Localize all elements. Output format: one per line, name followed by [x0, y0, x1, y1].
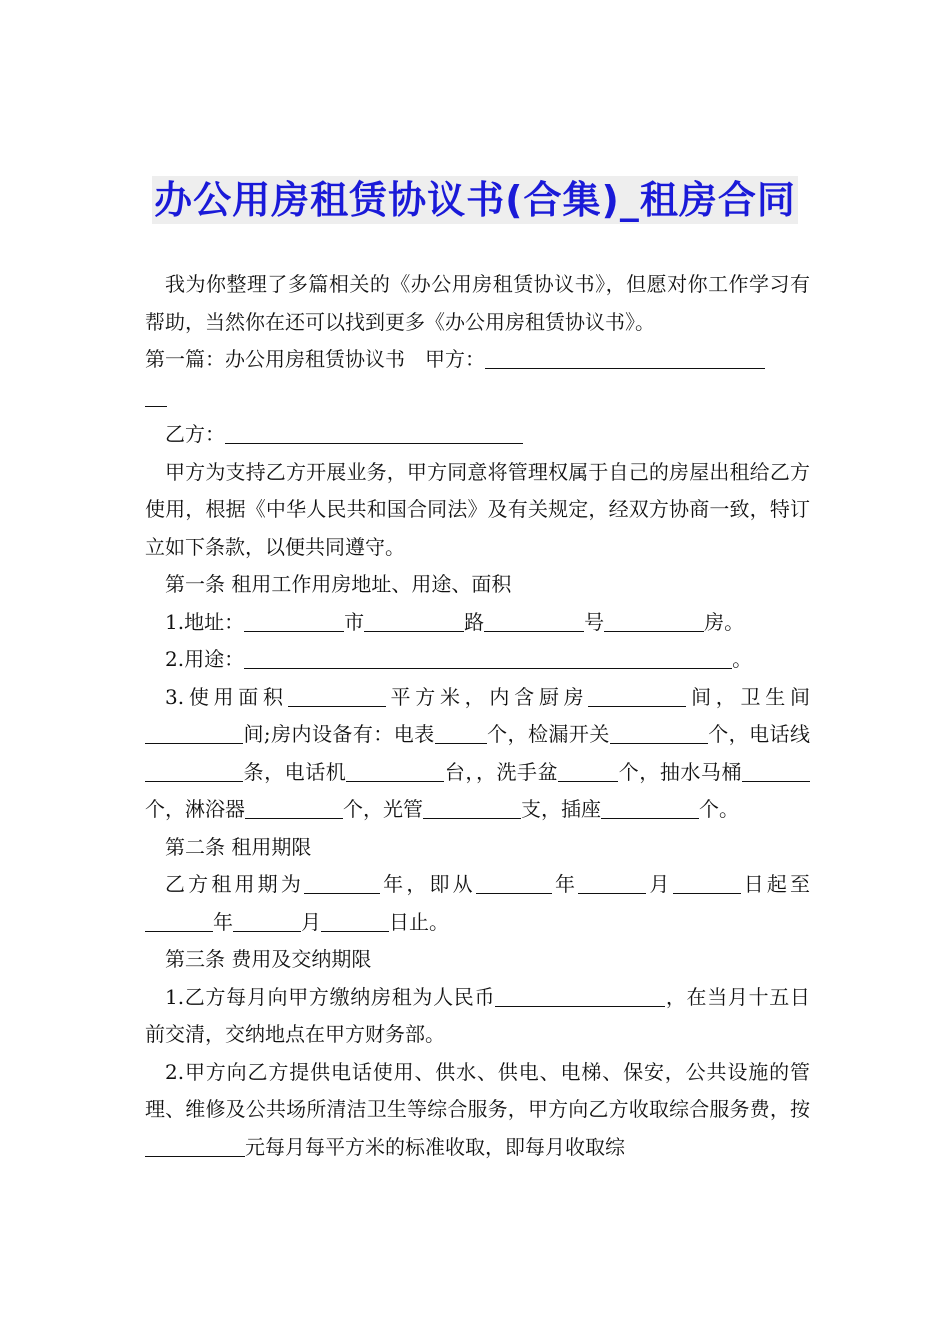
title-wrap [0, 176, 950, 224]
preamble-paragraph: 甲方为支持乙方开展业务，甲方同意将管理权属于自己的房屋出租给乙方使用，根据《中华人民共和国合同法》及有关规定，经双方协商一致，特订立如下条款，以便共同遵守。 [145, 459, 810, 559]
intro-paragraph: 我为你整理了多篇相关的《办公用房租赁协议书》，但愿对你工作学习有帮助，当然你在还可以找到更多《办公用房租赁协议书》。 [145, 272, 810, 334]
document-body [145, 266, 810, 1166]
party-b-line: 乙方： [145, 416, 810, 454]
article-2-term: 乙方租用期为 年，即从 年 月 日起至年 月 日止。 [145, 866, 810, 941]
article-1-address: 1.地址： 市 路 号 房。 [165, 609, 745, 634]
article-1-purpose: 2.用途： 。 [165, 647, 753, 671]
article-3-service-fee: 2.甲方向乙方提供电话使用、供水、供电、电梯、保安，公共设施的管理、维修及公共场所清洁卫生等综合服务，甲方向乙方收取综合服务费，按元每月每平方米的标准收取，即每月收取综 [145, 1059, 810, 1159]
article-2-heading: 第二条 租用期限 [165, 834, 312, 859]
article-1-area: 3.使用面积 平方米，内含厨房 间，卫生间间;房内设备有：电表 个，检漏开关 个，电话线条，电话机 台，，洗手盆 个，抽水马桶个，淋浴器 个，光管 支，插座 个。 [145, 684, 811, 821]
article-3-heading: 第三条 费用及交纳期限 [165, 947, 372, 971]
article-3-rent: 1.乙方每月向甲方缴纳房租为人民币 ，在当月十五日前交清，交纳地点在甲方财务部。 [145, 984, 810, 1046]
part-one-blank-continuation [145, 379, 810, 417]
part-one-heading: 第一篇：办公用房租赁协议书 甲方： [145, 341, 810, 379]
article-1-heading: 第一条 租用工作用房地址、用途、面积 [165, 572, 512, 596]
document-title: 办公用房租赁协议书(合集)_租房合同 [154, 178, 796, 222]
